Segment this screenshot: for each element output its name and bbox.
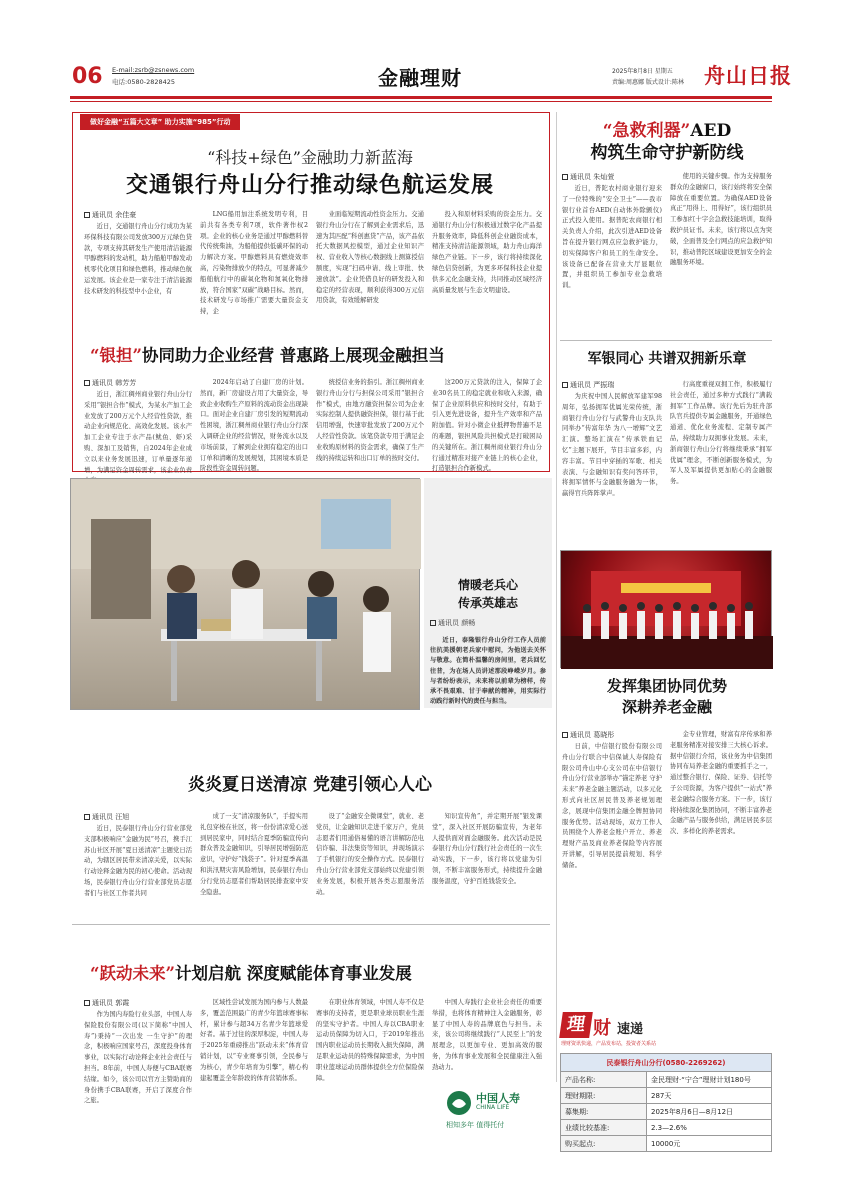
table-row <box>561 1136 772 1152</box>
aed-col-1: 近日，普陀农村商业银行迎来了一位特殊的“安全卫士”——我市银行业首台AED(自动体外除颤仪)正式投入使用。据普陀农商银行相关负责人介绍，此次引进AED设备旨在提升银行网点应急救护能力，切实保障客户和员工的生命安全。该设备已配备在营业大厅显眼位置，并组织员工参加专业急救培训。 <box>562 185 662 290</box>
quick-logo-badge: 理 <box>559 1012 593 1038</box>
newspaper-masthead: 舟山日报 <box>704 63 792 88</box>
contact-block <box>112 64 262 94</box>
article4-byline: 通讯员 郭霞 <box>84 998 129 1008</box>
feature-subtitle: “科技+绿色”金融助力新蓝海 <box>207 148 413 167</box>
pension-col-2: 金专业管理，财富有序传承和养老服务精准对接安排三大核心诉求。据中信银行介绍，该业务为中信集团协同布局养老金融的重要抓手之一，通过整合银行、保险、证券、信托等子公司资源，为客户提供“一站式”养老金融综合服务方案。下一步，该行将持续深化集团协同，不断丰富养老金融产品与服务供给，满足居民多层次、多样化的养老需求。 <box>670 731 772 836</box>
article2-col-2: 2024年启动了自建厂房的计划。然而，新厂房建设占用了大量资金，导致企业收购生产原料的流动资金出现缺口。面对企业自建厂房引发的短期流动性困境，浙江稠州商业银行舟山分行深入调研企业的经营情况，财务流水以及市场前景，了解到企业拥有稳定的出口订单和清晰的发展规划，其困境本质是阶段性资金周转问题。 <box>200 379 308 473</box>
article4-col-1: 作为国内寿险行业头部，中国人寿保险股份有限公司(以下简称“中国人寿”)秉持“一次出发 一生守护”的理念，积极响应国家号召，深度投身体育事业，以实际行动诠释企业社会责任与担当。8年前，中国人寿便与CBA联赛结缘。如今，该公司以官方主赞助商的身份携手CBA联赛，开启了深度合作之旅。 <box>84 1011 192 1105</box>
phone-text: 电话:0580-2828425 <box>112 78 176 86</box>
section-title: 金融理财 <box>378 66 462 90</box>
army-byline: 通讯员 严振瑞 <box>562 380 614 390</box>
page-number: 06 <box>72 64 103 89</box>
row-key: 理财期限: <box>561 1088 647 1104</box>
product-info-table <box>560 1053 772 1152</box>
pension-byline: 通讯员 葛晓彤 <box>562 730 614 740</box>
article4-col-4: 中国人寿践行企业社会责任的重要举措，也将体育精神注入金融服务，彰显了中国人寿的品牌底色与担当。未来，该公司将继续践行“人民至上”的发展理念，以更加专业、更加高效的服务，为体育事业发展和全民健康注入强劲动力。 <box>432 999 542 1071</box>
article2-byline: 通讯员 韩芳芳 <box>84 378 136 388</box>
header-rule-thin <box>70 101 772 102</box>
veteran-visit-illustration <box>71 479 421 711</box>
row-value: 287天 <box>647 1088 772 1104</box>
quick-logo-rest: 财 <box>593 1018 611 1039</box>
china-life-logo-icon <box>446 1090 472 1116</box>
feature-col-2: LNG船用加注系统发明专利，目前共有各类专利7项，软件著作权2项。企业的核心业务是通过甲醇燃料替代传统柴油，为船舶提供低碳环保的动力解决方案。甲醇燃料具有燃烧效率高，污染物排放少的特点，可显著减少船舶航行中的碳氧化物和氮氧化物排放，符合国家“双碳”战略目标。然而，技术研发与市场推广需要大量资金支持，企 <box>200 211 308 316</box>
article3-title: 炎炎夏日送清凉 党建引领心人心 <box>188 775 432 795</box>
editor-credit: 责编:周惠娜 版式设计:陈林 <box>612 79 684 86</box>
china-life-brand-en: CHINA LIFE <box>476 1104 510 1111</box>
army-title: 军银同心 共谱双拥新乐章 <box>587 351 747 367</box>
article4-col-2: 区域性尝试发展为国内参与人数最多，覆盖范围最广的青少年篮球赛事标杆，累计参与超34万名青少年篮球爱好者。基于过往的深厚积淀，中国人寿于2025年重磅推出“跃动未来”体育营销计划，以“专业赛事引领，全民参与为核心，青少年培育为引擎”，精心构建起覆盖全年龄段的体育营销体系。 <box>200 999 308 1082</box>
aed-byline: 通讯员 朱灿萱 <box>562 172 614 182</box>
table-row <box>561 1072 772 1088</box>
article2-col-1: 近日，浙江稠州商业银行舟山分行采用“银担合作”模式，为某水产加工企业发放了200万元个人经营性贷款，推动企业向规范化、高效化发展。该水产加工企业专注于水产品(鱿鱼、虾)采购、深加工及销售，自2024年企业成立以来业务发展迅速，订单量逐年递增，为满足资金周转需求，该企业负责 <box>84 391 192 474</box>
army-col-1: 为庆祝中国人民解放军建军98周年，弘扬拥军优属光荣传统，浙商银行舟山分行与武警舟山支队共同举办“传富年华 为八一增辉”文艺汇演。整场汇演在“传承铁血记忆”主题下展开，节目丰富多彩，内容丰富。节目中穿插的军歌、相关表演、与金融知识有奖问答环节，将拥军情怀与金融服务融为一体，赢得官兵阵阵掌声。 <box>562 393 662 498</box>
article3-col-1: 近日，民泰银行舟山分行营业部党支部积极响应“金融为民”号召，携手江苏山社区开展“夏日送清凉”主题党日活动，为辖区居民带来清凉关爱，以实际行动诠释金融为民的初心使命。活动现场，民泰银行舟山分行营业部党员志愿者们与社区工作者共同 <box>84 825 192 897</box>
feature-col-4: 投入和原材料采购的资金压力。交通银行舟山分行积极通过数字化产品提升服务效率，降低科创企业融资成本，精准支持清洁能源领域，助力舟山海洋绿色产业链。下一步，该行将持续深化绿色信贷创新，为更多环保科技企业提供多元化金融支持，共同推动区域经济高质量发展与生态文明建设。 <box>432 211 542 294</box>
article2-col-4: 这200万元贷款的注入，保障了企业30名员工的稳定就业和收入来源，确保了企业原料供应和按时交付，有助于引入更先进设备，提升生产效率和产品附加值。针对小微企业抵押物普遍不足的难题，银担风险共担模式是打破困局的关键所在。浙江稠州商业银行舟山分行通过精准对接产业链上的核心企业，打造银担合作新模式。 <box>432 379 542 473</box>
product-header-row <box>561 1054 772 1072</box>
article3-byline: 通讯员 汪旭 <box>84 812 129 822</box>
veteran-panel <box>424 478 552 708</box>
feature-banner: 做好金融“五篇大文章” 助力实施“985”行动 <box>80 114 240 130</box>
pension-col-1: 日前，中信银行股份有限公司舟山分行联合中信保诚人寿保险有限公司舟山中心支公司在中信银行舟山分行营业部举办“锚定养老 守护未来”养老金融主题活动，以多元化形式向社区居民普及养老规划理念，展现中信集团金融全牌照协同服务优势。活动现场，双方工作人员围绕个人养老金账户开立、养老理财产品及商业养老保险等内容展开讲解，引导居民提前规划、科学储备。 <box>562 743 662 869</box>
header-rule <box>70 96 772 99</box>
row-key: 购买起点: <box>561 1136 647 1152</box>
army-col-2: 行高度重视双拥工作，积极履行社会责任，通过多种方式践行“满载拥军”工作品牌。该行先后为驻舟部队官兵提供专属金融服务，开通绿色通道、优化业务流程、定制专属产品，持续助力双拥事业发展。未来，浙商银行舟山分行将继续秉承“拥军优属”理念，不断创新服务模式，为军人及军属提供更加贴心的金融服务。 <box>670 381 772 486</box>
separator <box>560 340 772 341</box>
row-key: 产品名称: <box>561 1072 647 1088</box>
feature-col-1: 近日，交通银行舟山分行成功为某环保科技有限公司发放300万元绿色贷款，专项支持其研发生产使用清洁能源甲醇燃料的发动机，助力船舶甲醇发动机零代化项目和绿色燃料，推动绿色航运发展。该企业是一家专注于清洁能源技术研发的科技型中小企业，有 <box>84 223 192 295</box>
veteran-title: 情暖老兵心 传承英雄志 <box>457 578 518 610</box>
china-life-slogan: 相知多年 值得托付 <box>446 1121 505 1129</box>
aed-title: “急救利器”AED 构筑生命守护新防线 <box>590 121 744 163</box>
article4-title: “跃动未来”计划启航 深度赋能体育事业发展 <box>90 964 412 983</box>
veteran-visit-photo <box>70 478 420 710</box>
quick-tagline: 理财资讯快递，产品发布站，投资者关系站 <box>561 1041 657 1047</box>
product-issuer: 民泰银行舟山分行(0580-2269262) <box>561 1054 772 1072</box>
china-life-ad <box>432 1090 542 1136</box>
feature-title: 交通银行舟山分行推动绿色航运发展 <box>125 172 494 198</box>
table-row <box>561 1088 772 1104</box>
china-life-brand: 中国人寿 <box>476 1092 520 1105</box>
aed-col-2: 使用的关键步骤。作为支持服务群众的金融窗口，该行始终将安全保障放在重要位置。为确保AED设备真正“用得上、用得好”，该行组织员工参加红十字会急救技能培训，取得救护员证书。未来，该行将以点为突破，全面普及全行网点的应急救护知识，推动普陀区域建设更加安全的金融服务环境。 <box>670 173 772 267</box>
stage-illustration <box>561 551 773 669</box>
veteran-body: 近日，泰隆银行舟山分行工作人员前往抗美援朝老兵家中慰问，为他送去关怀与敬意。在简朴温馨的房间里，老兵回忆往昔，为在场人员讲述那段峥嵘岁月。参与者纷纷表示，未来将以前辈为榜样，传承不畏艰难、甘于奉献的精神，用实际行动践行新时代的责任与担当。 <box>430 637 546 706</box>
article3-col-2: 成了一支“清凉服务队”，手提实用礼包穿梭在社区，将一份份清凉爱心送到居民家中，同时结合夏季防骗宣传向群众普及金融知识，引导居民增强防范意识，守护好“钱袋子”。针对夏季高温和洪汛期灾害风险增加，民泰银行舟山分行党员志愿者们帮助居民排查家中安全隐患。 <box>200 813 308 896</box>
article3-col-4: 知识宣传角”，并定期开展“银发课堂”，深入社区开展防骗宣传，为老年人提供面对面金融服务。此次活动是民泰银行舟山分行践行社会责任的一次生动实践，下一步，该行将以党建为引领，不断丰富服务形式，持续提升金融服务温度，守护百姓钱袋安全。 <box>432 813 542 885</box>
row-value: 金民理财·“宁合”理财计划180号 <box>647 1072 772 1088</box>
article4-col-3: 在职业体育领域，中国人寿不仅是赛事的支持者，更是职业球员职业生涯的坚实守护者。中国人寿以CBA职业运动员保障为切入口，于2019年推出国内职业运动员长期收入损失保障，满足职业运动员的特殊保障需求，为中国职业篮球运动员群体提供全方位保险保障。 <box>316 999 424 1082</box>
feature-byline: 通讯员 余佳豪 <box>84 210 136 220</box>
table-row <box>561 1104 772 1120</box>
pension-title: 发挥集团协同优势 深耕养老金融 <box>606 677 727 716</box>
feature-col-3: 业面临短期流动性资金压力。交通银行舟山分行在了解到企业需求后，迅速为其匹配“科创惠贷”产品，该产品依托大数据风控模型，通过企业知识产权、营业收入等核心数据线上测算授信额度，实现“扫码申请、线上审批、快速放款”。企业凭借良好的研发投入和稳定的经营表现，顺利获得300万元信用贷款，有效缓解研发 <box>316 211 424 305</box>
row-key: 业绩比较基准: <box>561 1120 647 1136</box>
email-text[interactable]: E-mail:zsrb@zsnews.com <box>112 66 195 74</box>
quick-label: 速递 <box>617 1022 644 1037</box>
column-divider <box>556 112 557 1082</box>
row-key: 募集期: <box>561 1104 647 1120</box>
issue-info <box>612 66 702 88</box>
row-value: 2025年8月6日—8月12日 <box>647 1104 772 1120</box>
article2-title: “银担”协同助力企业经营 普惠路上展现金融担当 <box>90 346 445 365</box>
veteran-byline: 通讯员 颜畅 <box>430 618 552 628</box>
row-value: 2.3—2.6% <box>647 1120 772 1136</box>
article3-col-3: 设了“金融安全微课堂”，就业、老党员，让金融知识走进千家万户，党员志愿者们用通俗易懂的语言讲解防范电信诈骗、非法集资等知识，并现场演示了手机银行的安全操作方式。民泰银行舟山分行营业部党支部始终以党建引领业务发展，积极开展各类志愿服务活动。 <box>316 813 424 896</box>
row-value: 10000元 <box>647 1136 772 1152</box>
separator <box>72 924 550 925</box>
table-row <box>561 1120 772 1136</box>
issue-date: 2025年8月8日 星期五 <box>612 68 673 75</box>
article2-col-3: 统授信业务的指引。浙江稠州商业银行舟山分行与担保公司采用“银担合作”模式，由地方融资担保公司为企业实际控制人提供融资担保，银行基于此信用增强，快速审批发放了200万元个人经营性贷款。该笔贷款专用于满足企业收购原材料的资金需求，确保了生产线的持续运转和出口订单的按时交付。 <box>316 379 424 462</box>
military-performance-photo <box>560 550 772 668</box>
